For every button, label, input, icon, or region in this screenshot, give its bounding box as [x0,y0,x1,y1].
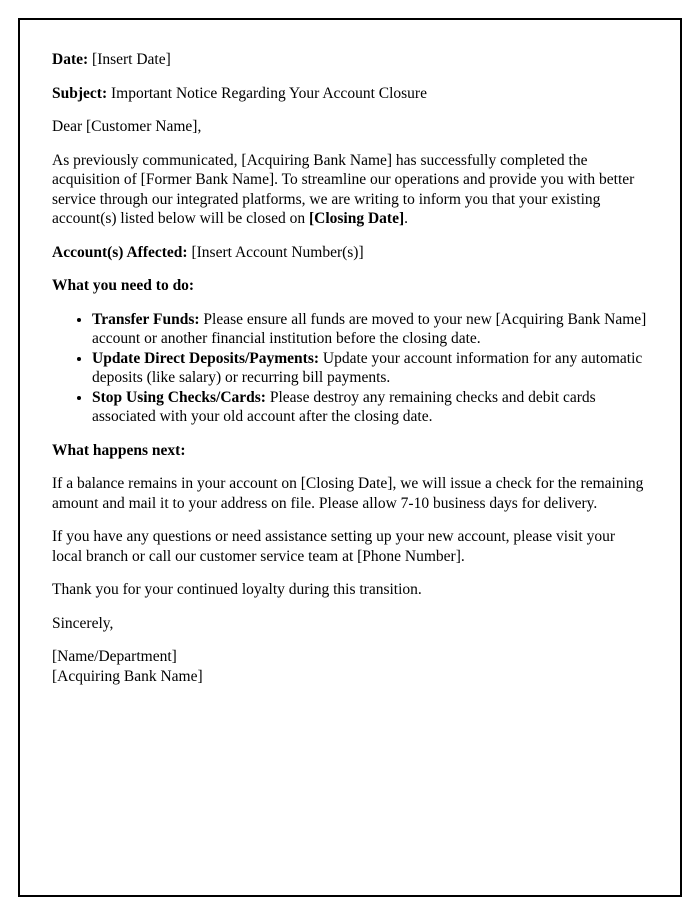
todo-item-label: Stop Using Checks/Cards: [92,388,266,406]
todo-list [52,310,648,427]
balance-paragraph: If a balance remains in your account on [Closing Date], we will issue a check for the remaining amount and mail it to your address on file. Please allow 7-10 business days for delivery. [52,475,644,512]
todo-item-text: Update your account information for any automatic deposits (like salary) or recurring bill payments. [92,349,643,387]
intro-text-end: . [404,210,409,228]
closing-date-emphasis: [Closing Date] [308,210,405,228]
intro-paragraph [52,151,648,229]
closing-line: Sincerely, [52,614,114,632]
todo-item-transfer-funds [92,310,648,349]
subject-label: Subject: [52,84,108,102]
salutation: Dear [Customer Name], [52,118,202,136]
next-heading [52,441,648,461]
todo-item-label: Update Direct Deposits/Payments: [92,349,320,367]
todo-item-stop-checks [92,388,648,427]
accounts-affected-label: Account(s) Affected: [52,243,188,261]
accounts-affected-line [52,243,648,263]
todo-heading-text: What you need to do: [52,277,195,295]
todo-item-label: Transfer Funds: [92,310,200,328]
todo-item-update-deposits [92,349,648,388]
signature-bank: [Acquiring Bank Name] [52,667,203,685]
todo-item-text: Please ensure all funds are moved to your new [Acquiring Bank Name] account or another financial institution before the closing date. [92,310,647,348]
letter-document [18,18,682,897]
questions-paragraph: If you have any questions or need assistance setting up your new account, please visit your local branch or call our customer service team at [Phone Number]. [52,528,616,565]
thanks-line: Thank you for your continued loyalty during this transition. [52,581,422,599]
signature-name: [Name/Department] [52,648,177,666]
next-heading-text: What happens next: [52,441,186,459]
date-label: Date: [52,51,89,68]
subject-value: Important Notice Regarding Your Account Closure [107,84,427,102]
intro-text: As previously communicated, [Acquiring Bank Name] has successfully completed the acquisition of [Former Bank Name]. To streamline our operations and provide you with better service through our integrated platforms, we are writing to inform you that your existing account(s) listed below will be closed on [52,151,635,228]
todo-heading [52,276,648,296]
accounts-affected-value: [Insert Account Number(s)] [187,243,364,261]
signature-block [52,647,648,686]
date-line [52,50,648,70]
date-value: [Insert Date] [88,51,171,68]
todo-item-text: Please destroy any remaining checks and debit cards associated with your old account after the closing date. [92,388,596,426]
subject-line [52,84,648,104]
